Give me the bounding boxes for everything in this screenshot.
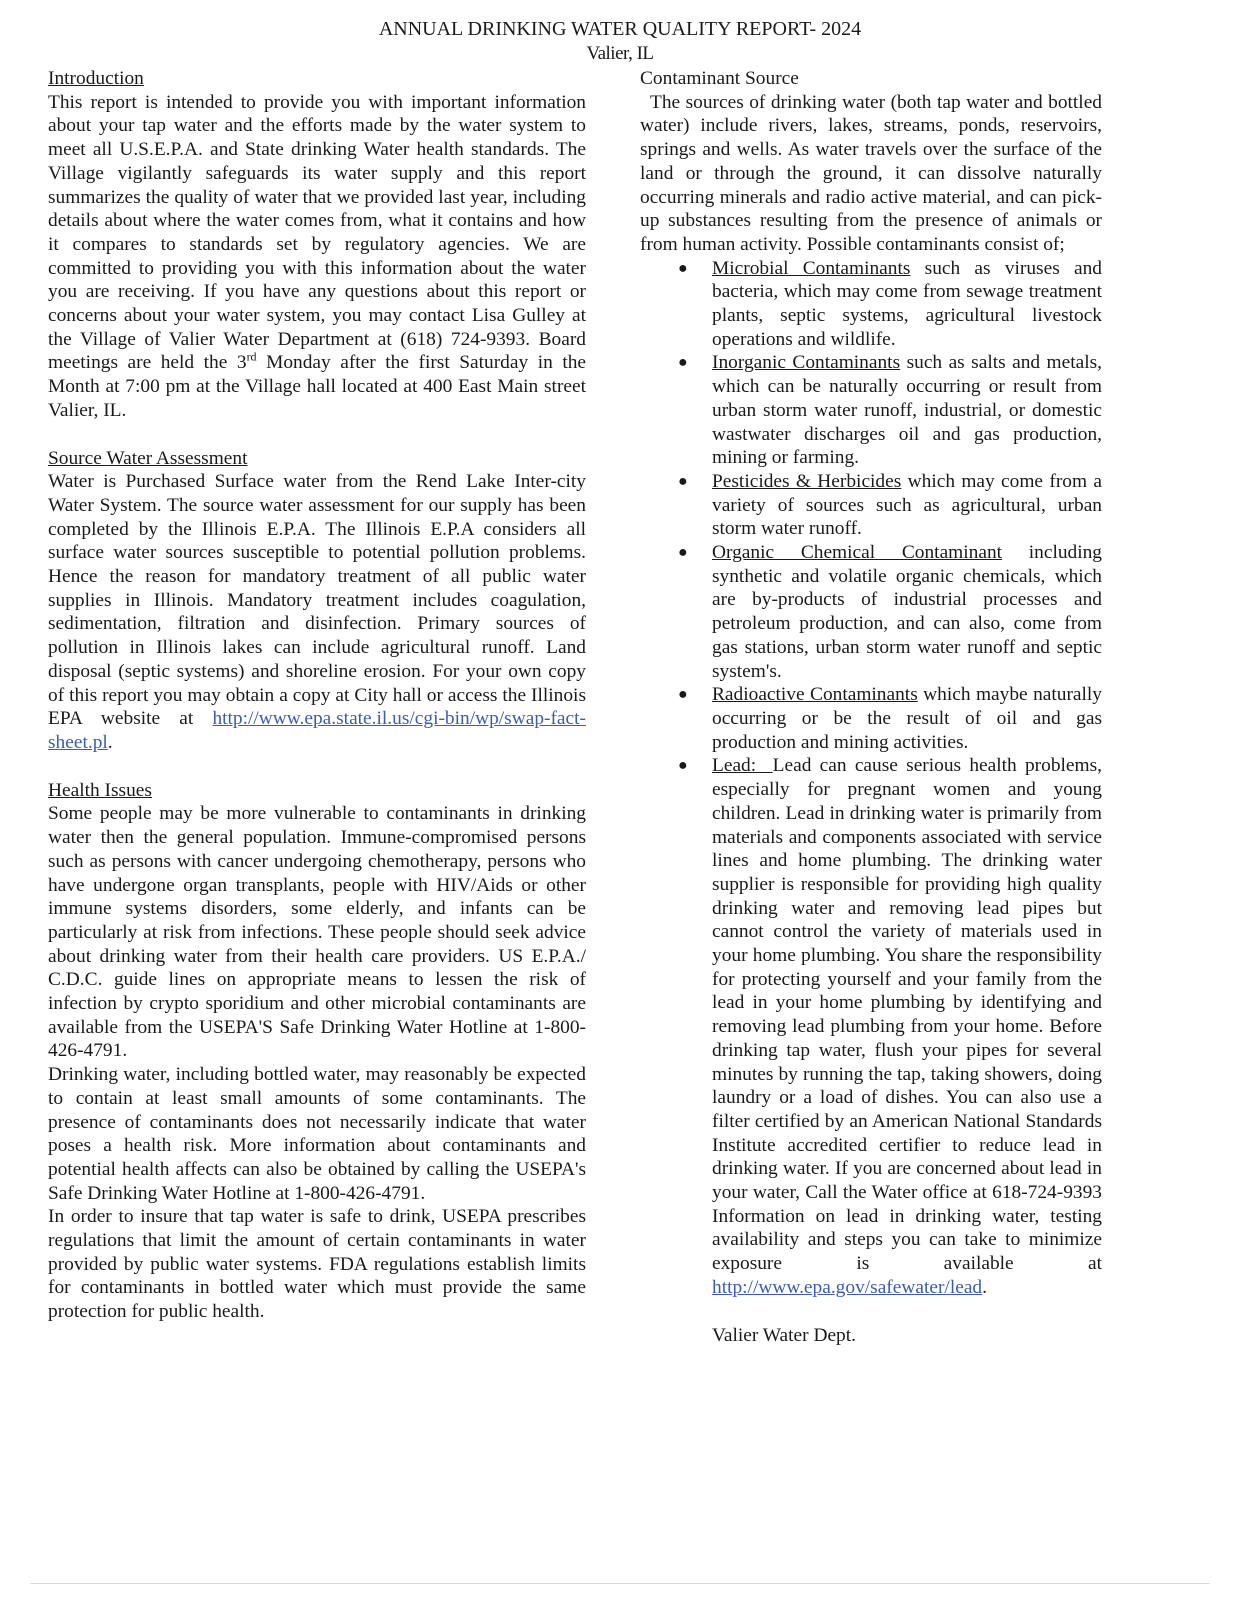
lead-end: .: [982, 1276, 987, 1298]
introduction-heading: Introduction: [48, 68, 144, 89]
contaminant-term: Radioactive Contaminants: [712, 684, 918, 706]
report-title: ANNUAL DRINKING WATER QUALITY REPORT- 2024: [378, 18, 862, 40]
contaminant-description: including synthetic and volatile organic chemicals, which are by-products of industrial processes and petroleum production, and can also, come from gas stations, urban storm water runoff and septic system's.: [712, 542, 1102, 682]
source-water-paragraph: [48, 470, 586, 754]
signoff: Valier Water Dept.: [712, 1324, 856, 1346]
page-bottom-divider: [30, 1583, 1210, 1584]
list-item-radioactive: [640, 683, 1102, 754]
bullet-icon: ●: [678, 472, 688, 490]
contaminant-list: [640, 257, 1102, 1300]
list-item-microbial: [640, 257, 1102, 352]
bullet-icon: ●: [678, 757, 688, 775]
health-paragraph-2: Drinking water, including bottled water, may reasonably be expected to contain at least small amounts of some contaminants. The presence of contaminants does not necessarily indicate that water poses a health risk. More information about contaminants and potential health affects can also be obtained by calling the USEPA's Safe Drinking Water Hotline at 1-800-426-4791.: [48, 1064, 586, 1204]
contaminant-intro-paragraph: The sources of drinking water (both tap water and bottled water) include rivers, lakes, streams, ponds, reservoirs, springs and wells. As water travels over the surface of the land or through the ground, it can dissolve naturally occurring minerals and radio active material, and can pick-up substances resulting from the presence of animals or from human activity. Possible contaminants consist of;: [640, 91, 1102, 255]
introduction-text-part2: Monday after the first Saturday in the Month at 7:00 pm at the Village hall located at 400 East Main street Valier, IL.: [48, 352, 587, 421]
health-paragraph-1: Some people may be more vulnerable to contaminants in drinking water then the general population. Immune-compromised persons such as persons with cancer undergoing chemotherapy, persons who have undergone organ transplants, people with HIV/Aids or other immune systems disorders, some elderly, and infants can be particularly at risk from infections. These people should seek advice about drinking water from their health care providers. US E.P.A./ C.D.C. guide lines on appropriate means to lessen the risk of infection by crypto sporidium and other microbial contaminants are available from the USEPA'S Safe Drinking Water Hotline at 1-800-426-4791.: [48, 803, 586, 1062]
left-column: [48, 67, 586, 1324]
source-water-end: .: [107, 731, 113, 753]
contaminant-source-heading: Contaminant Source: [640, 68, 799, 89]
list-item-inorganic: [640, 351, 1102, 470]
lead-description: Lead can cause serious health problems, especially for pregnant women and young children. Lead in drinking water is primarily from materials and components associated with service lines and home plumbing. The drinking water supplier is responsible for providing high quality drinking water and removing lead pipes but cannot control the variety of materials used in your home plumbing. You share the responsibility for protecting yourself and your family from the lead in your home plumbing by identifying and removing lead plumbing from your home. Before drinking tap water, flush your pipes for several minutes by running the tap, taking showers, doing laundry or a load of dishes. You can also use a filter certified by an American National Standards Institute accredited certifier to reduce lead in drinking water. If you are concerned about lead in your water, Call the Water office at 618-724-9393 Information on lead in drinking water, testing availability and steps you can take to minimize exposure is available at: [712, 755, 1102, 1275]
contaminant-description: such as salts and metals, which can be naturally occurring or result from urban storm water runoff, industrial, or domestic wastwater discharges oil and gas production, mining or farming.: [712, 352, 1103, 469]
ordinal-suffix: rd: [246, 349, 257, 364]
list-item-pesticides: [640, 470, 1102, 541]
bullet-icon: ●: [678, 686, 688, 704]
source-water-heading: Source Water Assessment: [48, 447, 248, 469]
swap-fact-sheet-link[interactable]: http://www.epa.state.il.us/cgi-bin/wp/swap-fact-sheet.pl: [48, 708, 586, 753]
introduction-text-part1: This report is intended to provide you with important information about your tap water and the efforts made by the water system to meet all U.S.E.P.A. and State drinking Water health standards. The Village vigilantly safeguards its water supply and this report summarizes the quality of water that we provided last year, including details about where the water comes from, what it contains and how it compares to standards set by regulatory agencies. We are committed to providing you with this information about the water you are receiving. If you have any questions about this report or concerns about your water system, you may contact Lisa Gulley at the Village of Valier Water Department at (618) 724-9393. Board meetings are held the 3: [48, 91, 586, 374]
list-item-lead: [640, 754, 1102, 1299]
list-item-organic-chemical: [640, 541, 1102, 683]
report-location: Valier, IL: [586, 43, 654, 64]
contaminant-term: Organic Chemical Contaminant: [712, 542, 1003, 564]
right-column: [640, 67, 1102, 1347]
contaminant-description: such as viruses and bacteria, which may come from sewage treatment plants, septic systems, agricultural livestock operations and wildlife.: [712, 257, 1102, 350]
source-water-text: Water is Purchased Surface water from the Rend Lake Inter-city Water System. The source water assessment for our supply has been completed by the Illinois E.P.A. The Illinois E.P.A considers all surface water sources susceptible to potential pollution problems. Hence the reason for mandatory treatment of all public water supplies in Illinois. Mandatory treatment includes coagulation, sedimentation, filtration and disinfection. Primary sources of pollution in Illinois lakes can include agricultural runoff. Land disposal (septic systems) and shoreline erosion. For your own copy of this report you may obtain a copy at City hall or access the Illinois EPA website at: [48, 471, 586, 730]
contaminant-description: which maybe naturally occurring or be the result of oil and gas production and mining activities.: [712, 684, 1102, 753]
bullet-icon: ●: [678, 259, 688, 277]
introduction-paragraph: [48, 91, 586, 423]
health-paragraph-3: In order to insure that tap water is safe to drink, USEPA prescribes regulations that limit the amount of certain contaminants in water provided by public water systems. FDA regulations establish limits for contaminants in bottled water which must provide the same protection for public health.: [48, 1206, 586, 1323]
contaminant-description: which may come from a variety of sources such as agricultural, urban storm water runoff.: [712, 470, 1102, 540]
lead-term: Lead:: [712, 755, 773, 777]
epa-lead-link[interactable]: http://www.epa.gov/safewater/lead: [712, 1276, 983, 1298]
bullet-icon: ●: [678, 544, 688, 562]
contaminant-term: Microbial Contaminants: [712, 257, 911, 279]
contaminant-term: Inorganic Contaminants: [712, 352, 901, 374]
bullet-icon: ●: [678, 354, 688, 372]
contaminant-term: Pesticides & Herbicides: [712, 470, 902, 492]
health-issues-heading: Health Issues: [48, 779, 152, 801]
